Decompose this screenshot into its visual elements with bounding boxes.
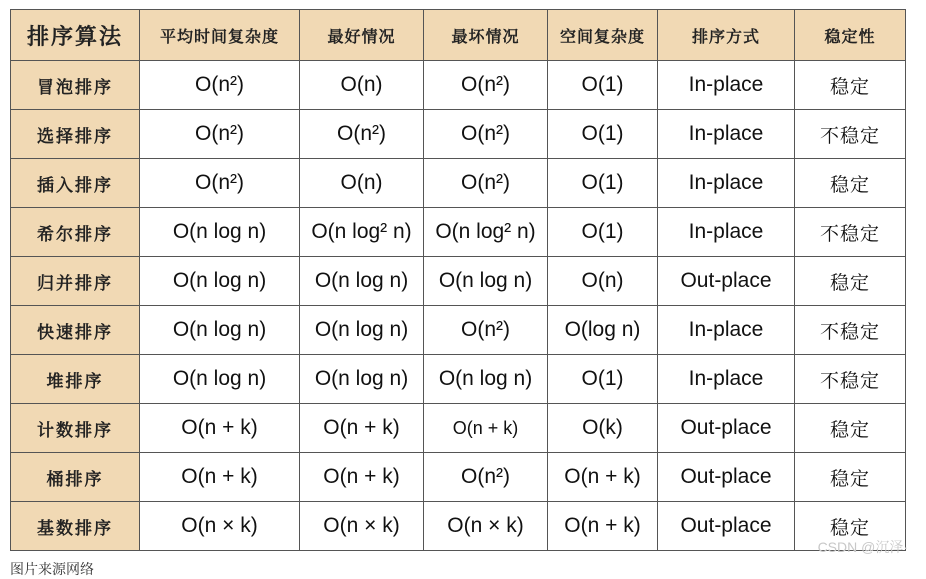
algorithm-name: 希尔排序 <box>11 208 140 257</box>
stability: 稳定 <box>795 159 906 208</box>
table-row <box>11 502 906 551</box>
table-row <box>11 355 906 404</box>
average-time: O(n log n) <box>140 355 300 404</box>
table-row <box>11 208 906 257</box>
sort-mode: Out-place <box>658 404 795 453</box>
sort-mode: Out-place <box>658 502 795 551</box>
worst-case: O(n log n) <box>424 355 548 404</box>
space-complexity: O(1) <box>548 159 658 208</box>
sorting-complexity-table <box>10 9 906 551</box>
worst-case: O(n²) <box>424 159 548 208</box>
sort-mode: In-place <box>658 110 795 159</box>
best-case: O(n log n) <box>300 306 424 355</box>
header-space: 空间复杂度 <box>548 10 658 61</box>
space-complexity: O(log n) <box>548 306 658 355</box>
worst-case: O(n log² n) <box>424 208 548 257</box>
algorithm-name: 计数排序 <box>11 404 140 453</box>
space-complexity: O(n + k) <box>548 453 658 502</box>
algorithm-name: 冒泡排序 <box>11 61 140 110</box>
average-time: O(n × k) <box>140 502 300 551</box>
best-case: O(n) <box>300 159 424 208</box>
worst-case: O(n²) <box>424 453 548 502</box>
header-stability: 稳定性 <box>795 10 906 61</box>
stability: 不稳定 <box>795 355 906 404</box>
best-case: O(n log n) <box>300 355 424 404</box>
stability: 稳定 <box>795 257 906 306</box>
table-row <box>11 257 906 306</box>
algorithm-name: 桶排序 <box>11 453 140 502</box>
sort-mode: In-place <box>658 61 795 110</box>
average-time: O(n + k) <box>140 453 300 502</box>
table-row <box>11 453 906 502</box>
average-time: O(n log n) <box>140 306 300 355</box>
sort-mode: In-place <box>658 355 795 404</box>
table-row <box>11 306 906 355</box>
best-case: O(n log n) <box>300 257 424 306</box>
sort-mode: In-place <box>658 159 795 208</box>
sort-mode: Out-place <box>658 257 795 306</box>
stability: 稳定 <box>795 61 906 110</box>
average-time: O(n²) <box>140 110 300 159</box>
csdn-watermark: CSDN @沉泽· <box>817 539 908 555</box>
space-complexity: O(n) <box>548 257 658 306</box>
space-complexity: O(k) <box>548 404 658 453</box>
average-time: O(n log n) <box>140 257 300 306</box>
worst-case: O(n²) <box>424 61 548 110</box>
table-row <box>11 61 906 110</box>
algorithm-name: 快速排序 <box>11 306 140 355</box>
header-algorithm: 排序算法 <box>11 10 140 61</box>
stability: 稳定 <box>795 502 906 551</box>
table-row <box>11 404 906 453</box>
space-complexity: O(1) <box>548 208 658 257</box>
worst-case: O(n + k) <box>424 404 548 453</box>
worst-case: O(n²) <box>424 110 548 159</box>
header-average-time: 平均时间复杂度 <box>140 10 300 61</box>
space-complexity: O(1) <box>548 110 658 159</box>
sort-mode: In-place <box>658 208 795 257</box>
sort-mode: Out-place <box>658 453 795 502</box>
algorithm-name: 插入排序 <box>11 159 140 208</box>
stability: 不稳定 <box>795 208 906 257</box>
header-worst-case: 最坏情况 <box>424 10 548 61</box>
space-complexity: O(1) <box>548 61 658 110</box>
sort-mode: In-place <box>658 306 795 355</box>
average-time: O(n + k) <box>140 404 300 453</box>
average-time: O(n²) <box>140 159 300 208</box>
average-time: O(n log n) <box>140 208 300 257</box>
algorithm-name: 堆排序 <box>11 355 140 404</box>
table-row <box>11 110 906 159</box>
stability: 不稳定 <box>795 110 906 159</box>
stability: 稳定 <box>795 453 906 502</box>
best-case: O(n × k) <box>300 502 424 551</box>
stability: 不稳定 <box>795 306 906 355</box>
algorithm-name: 归并排序 <box>11 257 140 306</box>
worst-case: O(n²) <box>424 306 548 355</box>
average-time: O(n²) <box>140 61 300 110</box>
worst-case: O(n log n) <box>424 257 548 306</box>
space-complexity: O(1) <box>548 355 658 404</box>
algorithm-name: 基数排序 <box>11 502 140 551</box>
algorithm-name: 选择排序 <box>11 110 140 159</box>
stability: 稳定 <box>795 404 906 453</box>
best-case: O(n log² n) <box>300 208 424 257</box>
header-sort-mode: 排序方式 <box>658 10 795 61</box>
worst-case: O(n × k) <box>424 502 548 551</box>
image-source-caption: 图片来源网络 <box>10 562 94 578</box>
header-best-case: 最好情况 <box>300 10 424 61</box>
best-case: O(n + k) <box>300 453 424 502</box>
space-complexity: O(n + k) <box>548 502 658 551</box>
best-case: O(n) <box>300 61 424 110</box>
table-row <box>11 159 906 208</box>
best-case: O(n²) <box>300 110 424 159</box>
best-case: O(n + k) <box>300 404 424 453</box>
header-row <box>11 10 906 61</box>
